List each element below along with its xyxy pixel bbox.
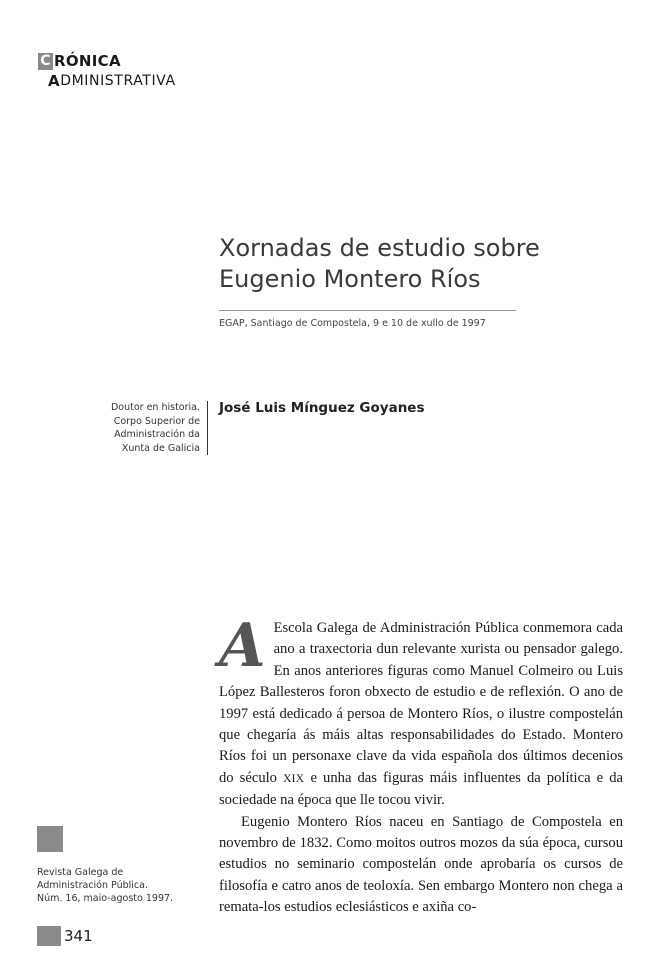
author-name: José Luis Mínguez Goyanes bbox=[219, 400, 425, 416]
author-note-line: Xunta de Galicia bbox=[121, 442, 200, 454]
section-line-cronica bbox=[38, 51, 176, 71]
author-note-line: Administración da bbox=[114, 429, 200, 440]
body-paragraph-1 bbox=[219, 611, 623, 812]
article-body bbox=[219, 611, 623, 919]
body-p1-century: XIX bbox=[283, 772, 305, 785]
page-number-box bbox=[37, 926, 61, 946]
body-paragraph-2: Eugenio Montero Ríos naceu en Santiago de Compostela en novembro de 1832. Como moitos outros mozos da súa época, cursou estudios no seminario compostelán onde aprobaría os cursos de filosofía e catro anos de teoloxía. Sen embargo Montero non chega a remata-los estudios eclesiásticos e axiña co- bbox=[219, 813, 623, 916]
journal-citation bbox=[37, 866, 173, 905]
author-note-line: Corpo Superior de bbox=[113, 415, 200, 427]
article-title-line-1: Xornadas de estudio sobre bbox=[219, 234, 540, 262]
section-initial-a: A bbox=[48, 72, 61, 90]
title-divider bbox=[219, 310, 516, 311]
author-credentials bbox=[60, 401, 200, 455]
article-title-line-2: Eugenio Montero Ríos bbox=[219, 265, 481, 293]
journal-line: Núm. 16, maio-agosto 1997. bbox=[37, 893, 174, 904]
author-divider bbox=[207, 401, 208, 455]
page-number: 341 bbox=[64, 927, 93, 945]
body-p1-text: Escola Galega de Administración Pública conmemora cada ano a traxectoria dun relevante xurista ou pensador galego. En anos anteriores figuras como Manuel Colmeiro ou Luis López Ballesteros foron obxecto de estudio e de reflexión. O ano de 1997 está dedicado á persoa de Montero Ríos, o ilustre compostelán que chegaría ás máis altas responsabilidades do Estado. Montero Ríos foi un personaxe clave da vida española dos últimos decenios do século bbox=[219, 620, 623, 786]
event-info: EGAP, Santiago de Compostela, 9 e 10 de xullo de 1997 bbox=[219, 318, 486, 329]
section-word-administrativa: DMINISTRATIVA bbox=[60, 73, 176, 89]
journal-line: Administración Pública. bbox=[37, 880, 148, 891]
page-number-block bbox=[37, 926, 93, 946]
section-initial-box: C bbox=[38, 53, 53, 70]
body-p1-text-end: e unha das figuras máis influentes da política e da sociedade na época que lle tocou vivir. bbox=[219, 769, 623, 809]
journal-line: Revista Galega de bbox=[37, 867, 124, 878]
decorative-square bbox=[37, 826, 63, 852]
section-word-cronica: RÓNICA bbox=[54, 52, 121, 70]
section-header bbox=[38, 51, 176, 91]
author-note-line: Doutor en historia. bbox=[110, 402, 200, 413]
drop-cap: A bbox=[219, 611, 266, 681]
article-title bbox=[219, 233, 619, 295]
section-line-administrativa bbox=[48, 71, 176, 91]
